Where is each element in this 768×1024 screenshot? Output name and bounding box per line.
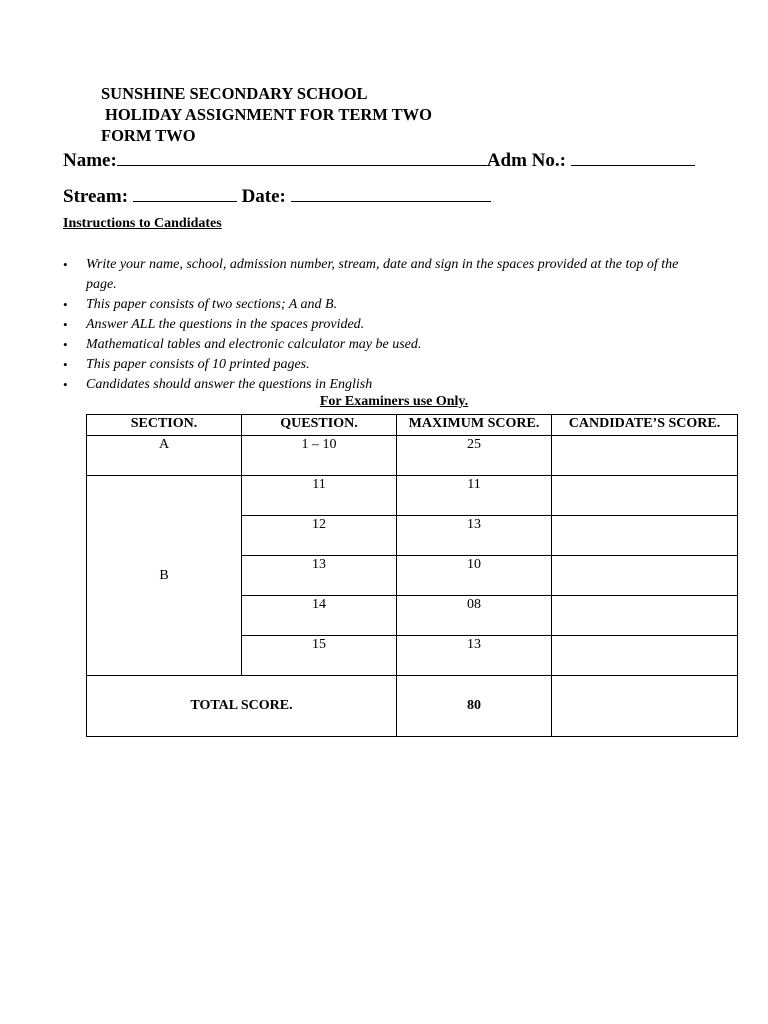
total-candidate-score[interactable] [552,676,738,737]
form-level: FORM TWO [101,126,196,145]
school-name: SUNSHINE SECONDARY SCHOOL [101,84,368,103]
bullet-icon: • [63,317,68,332]
name-row [63,145,695,173]
table-header-row [87,415,738,436]
instruction-text: Mathematical tables and electronic calculator may be used. [86,337,422,352]
stream-row [63,181,491,209]
instruction-text: Answer ALL the questions in the spaces provided. [86,317,365,332]
name-label: Name: [63,150,117,171]
instruction-item [63,355,703,375]
question-cell: 13 [242,556,397,596]
bullet-icon: • [63,257,68,272]
candidate-score-cell[interactable] [552,556,738,596]
candidate-score-cell[interactable] [552,516,738,556]
instruction-text: Write your name, school, admission number, stream, date and sign in the spaces provided at the top of the page. [86,257,679,292]
max-score-cell: 11 [397,476,552,516]
candidate-score-cell[interactable] [552,636,738,676]
date-label: Date: [241,186,286,207]
assignment-title: HOLIDAY ASSIGNMENT FOR TERM TWO [105,105,433,124]
bullet-icon: • [63,297,68,312]
instruction-item [63,255,703,295]
candidate-score-cell[interactable] [552,596,738,636]
question-cell: 12 [242,516,397,556]
max-score-cell: 25 [397,436,552,476]
col-header-section: SECTION. [87,415,242,436]
max-score-cell: 13 [397,516,552,556]
instructions-list [63,255,703,395]
instruction-text: Candidates should answer the questions in English [86,377,373,392]
bullet-icon: • [63,357,68,372]
max-score-cell: 10 [397,556,552,596]
table-row [87,436,738,476]
candidate-score-cell[interactable] [552,476,738,516]
date-field[interactable] [291,181,491,202]
instruction-text: This paper consists of two sections; A and B. [86,297,338,312]
total-label: TOTAL SCORE. [87,676,397,737]
name-field[interactable] [117,145,487,166]
candidate-score-cell[interactable] [552,436,738,476]
col-header-max: MAXIMUM SCORE. [397,415,552,436]
stream-field[interactable] [133,181,237,202]
table-row [87,476,738,516]
instruction-item [63,375,703,395]
examiners-title: For Examiners use Only. [319,394,469,409]
max-score-cell: 13 [397,636,552,676]
instruction-item [63,335,703,355]
bullet-icon: • [63,377,68,392]
stream-label: Stream: [63,186,129,207]
section-cell: A [87,436,242,476]
instruction-item [63,315,703,335]
question-cell: 14 [242,596,397,636]
instruction-text: This paper consists of 10 printed pages. [86,357,310,372]
question-cell: 1 – 10 [242,436,397,476]
section-cell: B [87,476,242,676]
instructions-title: Instructions to Candidates [63,216,222,231]
question-cell: 11 [242,476,397,516]
instruction-item [63,295,703,315]
col-header-candidate: CANDIDATE’S SCORE. [552,415,738,436]
max-score-cell: 08 [397,596,552,636]
adm-field[interactable] [571,145,695,166]
score-table [86,414,738,737]
adm-label: Adm No.: [486,150,566,171]
bullet-icon: • [63,337,68,352]
col-header-question: QUESTION. [242,415,397,436]
total-max-score: 80 [397,676,552,737]
question-cell: 15 [242,636,397,676]
total-row [87,676,738,737]
